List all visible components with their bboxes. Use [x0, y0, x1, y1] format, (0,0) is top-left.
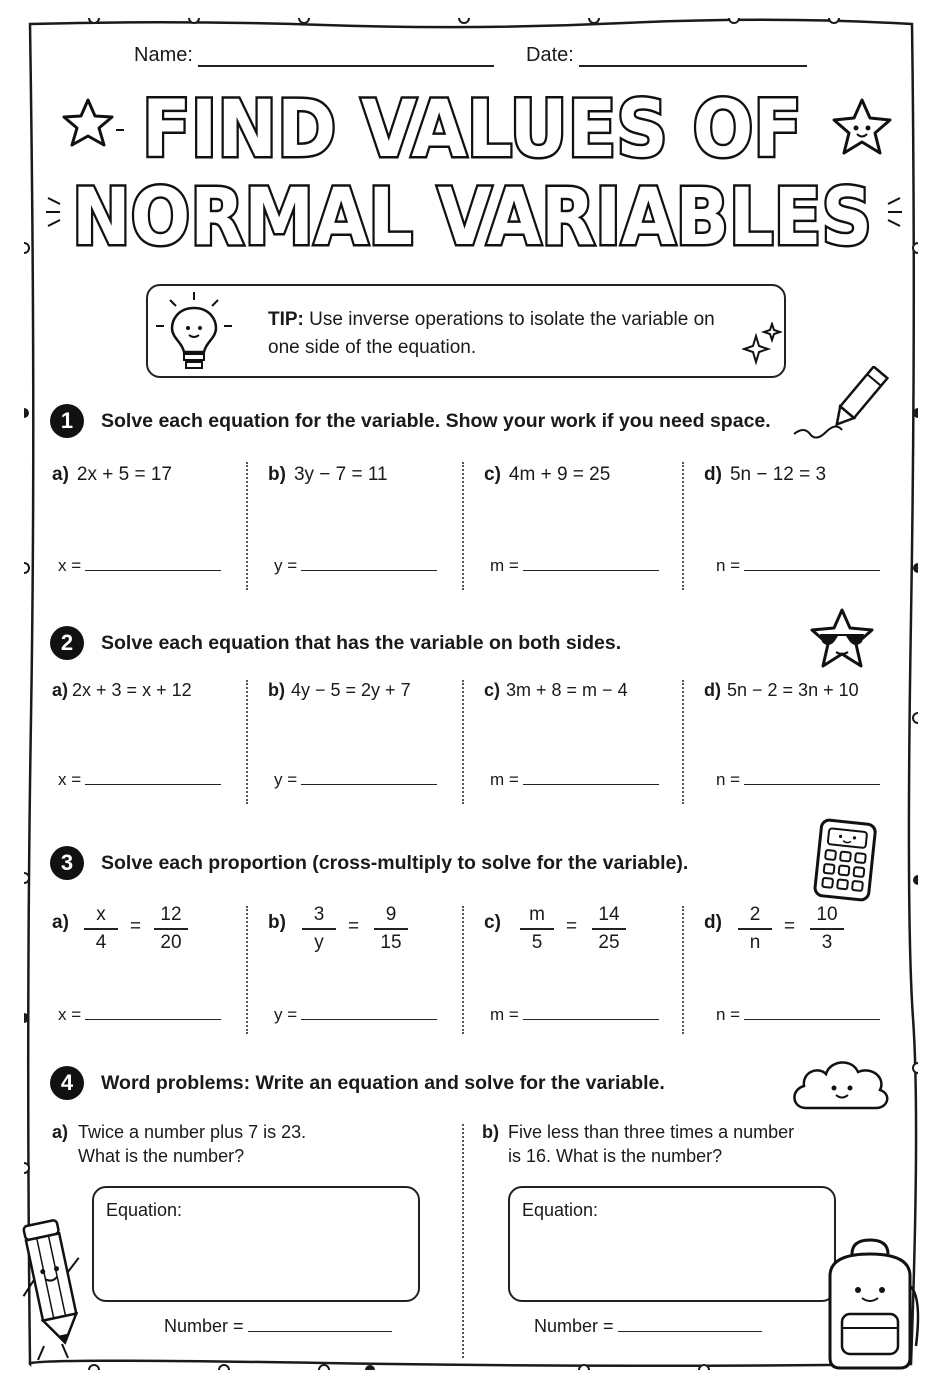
- star-with-sunglasses-icon: [806, 606, 878, 674]
- numerator: m: [529, 904, 545, 925]
- numerator: 3: [313, 904, 325, 925]
- answer-label: x =: [58, 556, 82, 575]
- word-problem-line-1: Twice a number plus 7 is 23.: [78, 1122, 307, 1142]
- equation-1c: [484, 464, 610, 486]
- word-problem-a: [52, 1120, 306, 1168]
- answer-label: y =: [274, 770, 298, 789]
- column-divider: [682, 906, 684, 1034]
- equation-box-b[interactable]: [508, 1186, 836, 1302]
- date-field[interactable]: [526, 44, 807, 67]
- section-4-number: 4: [50, 1066, 84, 1100]
- equation-box-label: Equation:: [522, 1200, 599, 1220]
- problem-label: b): [268, 680, 285, 700]
- answer-1d[interactable]: [716, 556, 880, 576]
- word-problem-line-2: is 16. What is the number?: [508, 1146, 723, 1166]
- answer-line[interactable]: [85, 770, 221, 785]
- tip-body: Use inverse operations to isolate the variable on one side of the equation.: [268, 309, 715, 358]
- problem-label: a): [52, 1122, 69, 1142]
- lightbulb-icon: [154, 290, 234, 374]
- word-problem-b: [482, 1120, 794, 1168]
- equation-text: 3m + 8 = m − 4: [506, 680, 628, 700]
- answer-label: x =: [58, 1005, 82, 1024]
- column-divider: [462, 680, 464, 804]
- numerator: 12: [160, 904, 182, 925]
- fraction-left-3a: [84, 904, 118, 954]
- answer-line[interactable]: [301, 1005, 437, 1020]
- column-divider: [246, 680, 248, 804]
- answer-2c[interactable]: [490, 770, 659, 790]
- answer-line[interactable]: [744, 1005, 880, 1020]
- answer-line[interactable]: [744, 770, 880, 785]
- problem-label: b): [268, 464, 286, 485]
- denominator: y: [314, 932, 324, 953]
- column-divider: [246, 906, 248, 1034]
- equation-2a: [52, 680, 192, 701]
- equation-text: 2x + 5 = 17: [76, 464, 172, 485]
- answer-line[interactable]: [744, 556, 880, 571]
- page-title: [0, 84, 944, 265]
- problem-label: a): [52, 464, 69, 485]
- fraction-right-3d: [810, 904, 844, 954]
- equation-text: 5n − 2 = 3n + 10: [727, 680, 859, 700]
- name-field[interactable]: [134, 44, 494, 67]
- date-label: Date:: [526, 44, 574, 66]
- answer-label: Number =: [534, 1316, 614, 1336]
- column-divider: [462, 906, 464, 1034]
- denominator: 20: [160, 932, 182, 953]
- number-answer-b[interactable]: [534, 1316, 762, 1337]
- answer-label: n =: [716, 556, 741, 575]
- answer-line[interactable]: [301, 556, 437, 571]
- problem-label: a): [52, 680, 69, 700]
- denominator: 5: [531, 932, 543, 953]
- answer-line[interactable]: [248, 1317, 392, 1332]
- section-1-title: Solve each equation for the variable. Show your work if you need space.: [101, 410, 771, 432]
- word-problem-line-2: What is the number?: [78, 1146, 245, 1166]
- numerator: 14: [598, 904, 620, 925]
- word-problem-line-1: Five less than three times a number: [508, 1122, 795, 1142]
- answer-3d[interactable]: [716, 1005, 880, 1025]
- section-1-number: 1: [50, 404, 84, 438]
- equation-text: 4y − 5 = 2y + 7: [291, 680, 411, 700]
- smiling-star-icon: [826, 96, 898, 160]
- equals-sign: =: [348, 916, 360, 937]
- answer-line[interactable]: [85, 1005, 221, 1020]
- number-answer-a[interactable]: [164, 1316, 392, 1337]
- equation-text: 4m + 9 = 25: [508, 464, 611, 485]
- section-3-title: Solve each proportion (cross-multiply to solve for the variable).: [101, 852, 689, 874]
- answer-label: n =: [716, 1005, 741, 1024]
- calculator-icon: [810, 818, 880, 904]
- section-4-title: Word problems: Write an equation and solve for the variable.: [101, 1072, 665, 1094]
- answer-2a[interactable]: [58, 770, 221, 790]
- answer-line[interactable]: [523, 1005, 659, 1020]
- answer-line[interactable]: [301, 770, 437, 785]
- date-line[interactable]: [579, 47, 807, 67]
- numerator: x: [96, 904, 106, 925]
- answer-3c[interactable]: [490, 1005, 659, 1025]
- problem-label: c): [484, 680, 501, 700]
- pencil-character-icon: [8, 1216, 96, 1364]
- fraction-right-3c: [592, 904, 626, 954]
- sparkle-icon: [742, 322, 782, 366]
- fraction-left-3c: [520, 904, 554, 954]
- name-line[interactable]: [198, 47, 494, 67]
- equation-2c: [484, 680, 628, 701]
- answer-3b[interactable]: [274, 1005, 437, 1025]
- answer-1a[interactable]: [58, 556, 221, 576]
- answer-2b[interactable]: [274, 770, 437, 790]
- denominator: 4: [95, 932, 107, 953]
- answer-label: Number =: [164, 1316, 244, 1336]
- equation-2d: [704, 680, 859, 701]
- equals-sign: =: [566, 916, 578, 937]
- denominator: 25: [598, 932, 620, 953]
- fraction-right-3b: [374, 904, 408, 954]
- equation-text: 5n − 12 = 3: [729, 464, 827, 485]
- denominator: n: [749, 932, 761, 953]
- equation-1a: [52, 464, 172, 486]
- equals-sign: =: [784, 916, 796, 937]
- equation-1d: [704, 464, 826, 486]
- burst-lines-right-icon: [876, 192, 906, 232]
- equation-1b: [268, 464, 388, 486]
- problem-label: d): [704, 912, 722, 933]
- problem-label: b): [482, 1122, 499, 1142]
- answer-label: y =: [274, 556, 298, 575]
- equation-text: 2x + 3 = x + 12: [72, 680, 192, 700]
- backpack-icon: [816, 1236, 926, 1372]
- tip-label: TIP:: [268, 309, 304, 330]
- equation-text: 3y − 7 = 11: [293, 464, 388, 485]
- numerator: 10: [816, 904, 838, 925]
- numerator: 9: [385, 904, 397, 925]
- answer-line[interactable]: [523, 556, 659, 571]
- answer-label: n =: [716, 770, 741, 789]
- fraction-left-3b: [302, 904, 336, 954]
- answer-line[interactable]: [85, 556, 221, 571]
- star-icon: [58, 96, 128, 152]
- problem-label: c): [484, 464, 501, 485]
- denominator: 3: [821, 932, 833, 953]
- section-2-title: Solve each equation that has the variable on both sides.: [101, 632, 622, 654]
- equation-2b: [268, 680, 411, 701]
- section-3-number: 3: [50, 846, 84, 880]
- burst-lines-left-icon: [42, 192, 72, 232]
- column-divider: [682, 680, 684, 804]
- answer-1b[interactable]: [274, 556, 437, 576]
- problem-label: b): [268, 912, 286, 933]
- fraction-right-3a: [154, 904, 188, 954]
- answer-1c[interactable]: [490, 556, 659, 576]
- answer-3a[interactable]: [58, 1005, 221, 1025]
- equals-sign: =: [130, 916, 142, 937]
- tip-box: [146, 284, 786, 378]
- equation-box-a[interactable]: [92, 1186, 420, 1302]
- problem-label: a): [52, 912, 69, 933]
- answer-label: m =: [490, 1005, 519, 1024]
- section-2-number: 2: [50, 626, 84, 660]
- title-line-1: FIND VALUES OF: [142, 85, 802, 175]
- problem-label: c): [484, 912, 501, 933]
- answer-label: x =: [58, 770, 82, 789]
- problem-label: d): [704, 464, 722, 485]
- name-label: Name:: [134, 44, 193, 66]
- equation-box-label: Equation:: [106, 1200, 183, 1220]
- numerator: 2: [749, 904, 761, 925]
- column-divider: [682, 462, 684, 590]
- answer-line[interactable]: [523, 770, 659, 785]
- pencil-icon: [792, 366, 896, 442]
- cloud-icon: [788, 1050, 894, 1116]
- answer-label: m =: [490, 770, 519, 789]
- title-line-2: NORMAL VARIABLES: [72, 173, 872, 260]
- fraction-left-3d: [738, 904, 772, 954]
- column-divider: [462, 462, 464, 590]
- answer-label: m =: [490, 556, 519, 575]
- problem-label: d): [704, 680, 721, 700]
- column-divider: [246, 462, 248, 590]
- column-divider: [462, 1124, 464, 1358]
- answer-label: y =: [274, 1005, 298, 1024]
- answer-2d[interactable]: [716, 770, 880, 790]
- answer-line[interactable]: [618, 1317, 762, 1332]
- tip-text: [268, 306, 738, 362]
- denominator: 15: [380, 932, 402, 953]
